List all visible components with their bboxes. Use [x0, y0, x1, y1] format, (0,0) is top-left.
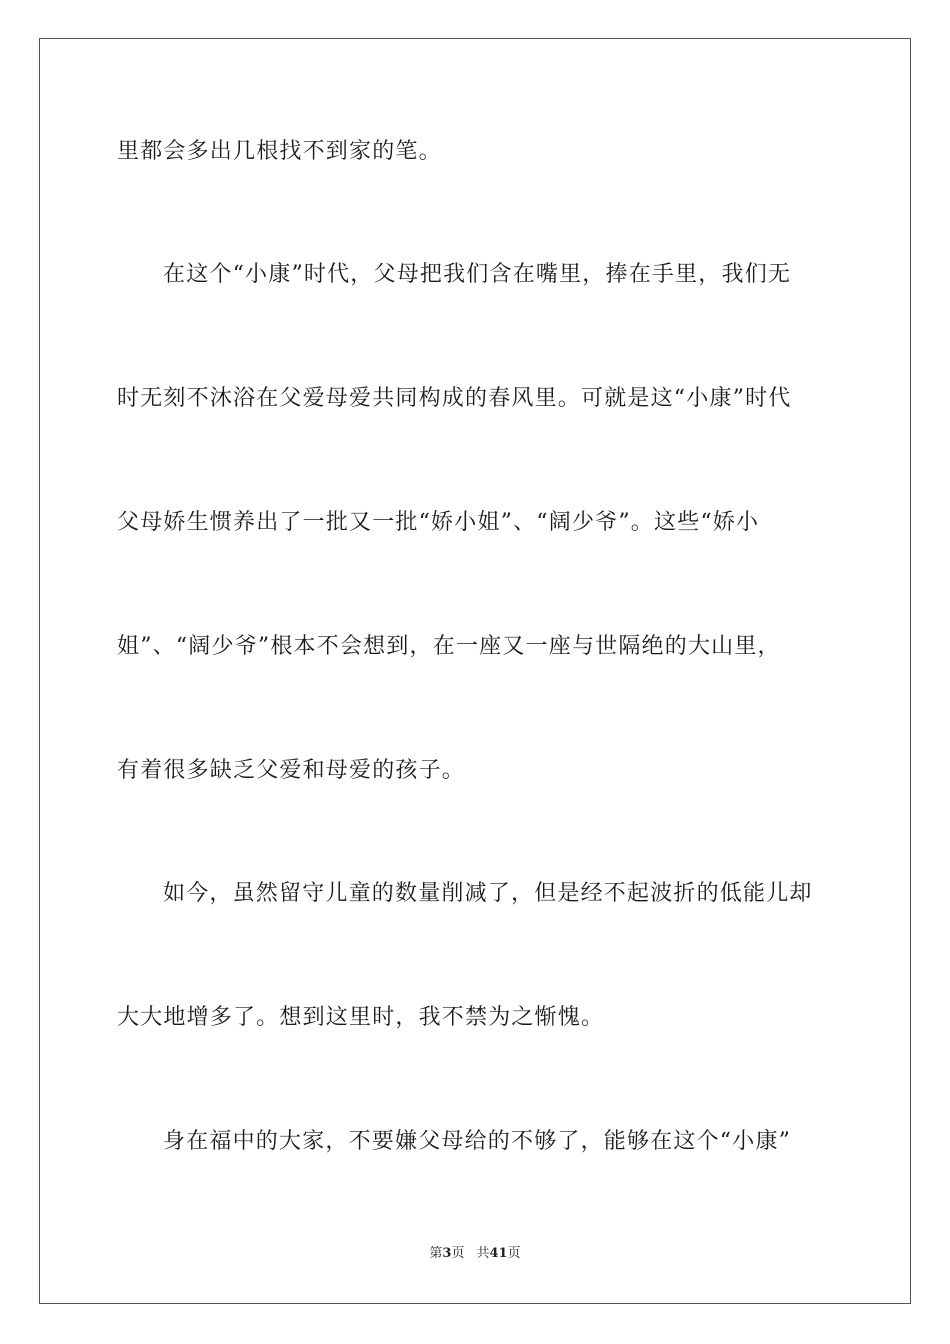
total-prefix: 共 [476, 1246, 490, 1261]
page-border [39, 38, 911, 1304]
paragraph-line: 大大地增多了。想到这里时，我不禁为之惭愧。 [117, 1005, 605, 1030]
page-footer [0, 1244, 950, 1264]
page-prefix: 第 [429, 1246, 443, 1261]
paragraph-line: 身在福中的大家，不要嫌父母给的不够了，能够在这个“小康” [163, 1129, 792, 1154]
page-suffix: 页 [451, 1246, 465, 1261]
paragraph-line: 如今，虽然留守儿童的数量削减了，但是经不起波折的低能儿却 [163, 881, 813, 906]
total-pages: 41 [489, 1246, 508, 1261]
page-number: 3 [442, 1246, 452, 1261]
paragraph-line: 有着很多缺乏父爱和母爱的孩子。 [117, 758, 466, 783]
paragraph-line: 父母娇生惯养出了一批又一批“娇小姐”、“阔少爷”。这些“娇小 [117, 510, 760, 535]
paragraph-line: 时无刻不沐浴在父爱母爱共同构成的春风里。可就是这“小康”时代 [117, 386, 792, 411]
total-suffix: 页 [507, 1246, 521, 1261]
paragraph-line: 姐”、“阔少爷”根本不会想到，在一座又一座与世隔绝的大山里， [117, 634, 781, 659]
paragraph-line: 在这个“小康”时代，父母把我们含在嘴里，捧在手里，我们无 [163, 262, 792, 287]
paragraph-line: 里都会多出几根找不到家的笔。 [117, 139, 442, 164]
